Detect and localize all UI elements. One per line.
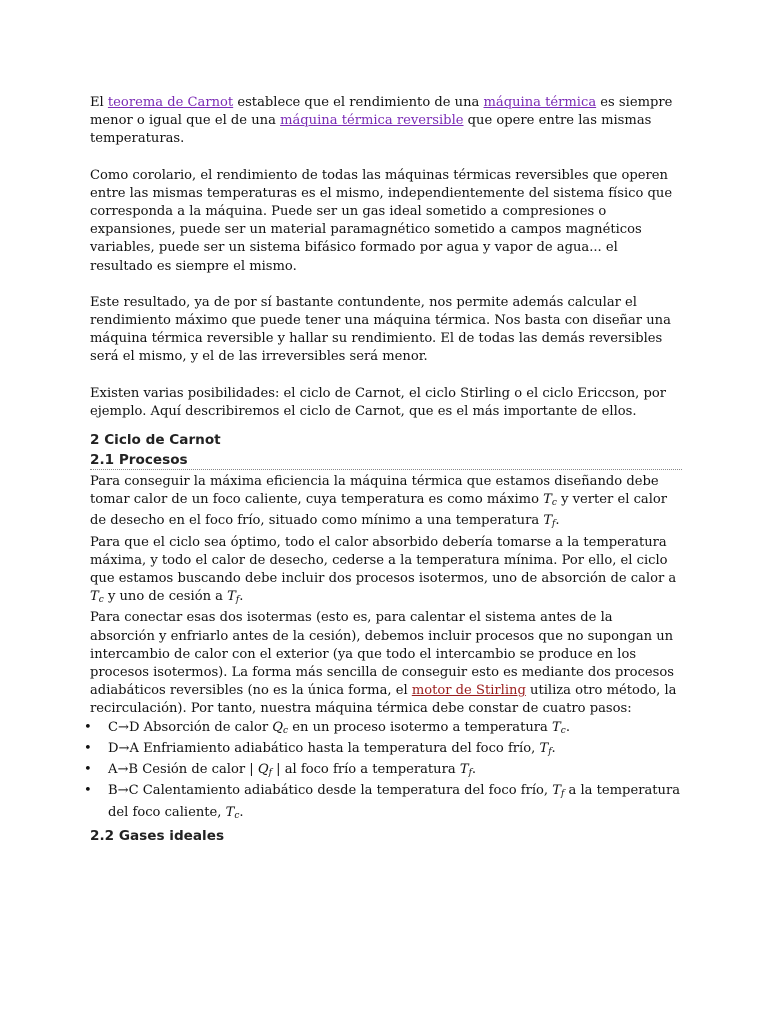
math-subscript: f — [561, 789, 565, 800]
text-span: a la temperatura del foco caliente, — [108, 783, 681, 820]
math-symbol: T — [543, 513, 553, 529]
text-span: utiliza otro método, la recirculación). Por tanto, nuestra máquina térmica debe constar de cuatro pasos: — [90, 683, 677, 717]
math-symbol: Q — [272, 719, 284, 735]
text-span: . — [239, 804, 244, 820]
text-span: Para conectar esas dos isotermas (esto es, para calentar el sistema antes de la absorción y enfriarlo antes de la cesión), debemos incluir procesos que no supongan un intercambio de calor con el exterior (ya que todo el intercambio se produce en los procesos isotermos). La forma más sencilla de conseguir esto es mediante dos procesos adiabáticos reversibles (no es la única forma, el — [90, 610, 674, 699]
math-subscript: f — [268, 768, 272, 779]
bullet-icon: • — [84, 719, 92, 735]
text-span: establece que el rendimiento de una — [233, 95, 484, 110]
text-span: . — [471, 762, 477, 778]
list-item — [84, 719, 680, 740]
math-subscript: c — [560, 725, 566, 736]
math-symbol: T — [227, 589, 236, 605]
text-span: . — [551, 740, 556, 756]
text-span: que opere entre las mismas temperaturas. — [90, 113, 652, 147]
list-item — [84, 740, 680, 761]
text-span: y uno de cesión a — [103, 589, 228, 605]
text-span: C→D Absorción de calor — [108, 719, 273, 735]
math-subscript: f — [235, 595, 240, 606]
text-span: Para que el ciclo sea óptimo, todo el calor absorbido debería tomarse a la temperatura máxima, y todo el calor de desecho, cederse a la temperatura mínima. Por ello, el ciclo que estamos buscando debe incluir dos procesos isotermos, uno de absorción de calor a — [90, 534, 677, 587]
subsection-heading-gases-ideales: 2.2 Gases ideales — [90, 827, 225, 844]
math-subscript: f — [468, 768, 472, 779]
text-span: | al foco frío a temperatura — [271, 762, 460, 778]
math-symbol: T — [90, 589, 99, 605]
math-symbol: T — [539, 740, 549, 756]
subsection-heading-procesos: 2.1 Procesos — [90, 452, 188, 469]
link-motor-de-stirling[interactable]: motor de Stirling — [411, 683, 526, 699]
text-span: en un proceso isotermo a temperatura — [288, 719, 553, 735]
intro-paragraph-2: Como corolario, el rendimiento de todas las máquinas térmicas reversibles que operen entre las mismas temperaturas es el mismo, independientemente del sistema físico que corresponda a la máquina. Puede ser un gas ideal sometido a compresiones o expansiones, puede ser un material paramagnético sometido a campos magnéticos variables, puede ser un sistema bifásico formado por agua y vapor de agua... el resultado es siempre el mismo. — [90, 167, 673, 274]
document-content — [84, 94, 681, 845]
bullet-icon: • — [84, 783, 92, 799]
link-maquina-termica[interactable]: máquina térmica — [483, 95, 597, 110]
text-span: . — [555, 513, 560, 529]
math-subscript: c — [283, 725, 289, 736]
procesos-paragraph-3 — [90, 609, 680, 718]
list-item — [84, 761, 680, 782]
text-span: . — [239, 589, 244, 605]
math-subscript: c — [551, 498, 557, 509]
math-subscript: f — [548, 746, 552, 757]
text-span: D→A Enfriamiento adiabático hasta la temperatura del foco frío, — [108, 740, 540, 756]
text-span: es siempre menor o igual que el de una — [90, 95, 673, 129]
intro-paragraph-4: Existen varias posibilidades: el ciclo de Carnot, el ciclo Stirling o el ciclo Ericcson, por ejemplo. Aquí describiremos el ciclo de Carnot, que es el más importante de ellos. — [90, 385, 666, 419]
bullet-icon: • — [84, 740, 92, 756]
text-span: A→B Cesión de calor | — [108, 762, 258, 778]
procesos-paragraph-1 — [90, 473, 680, 534]
intro-paragraph-1 — [90, 94, 680, 149]
math-symbol: T — [552, 719, 561, 735]
math-subscript: c — [98, 595, 104, 606]
text-span: B→C Calentamiento adiabático desde la temperatura del foco frío, — [108, 783, 553, 799]
math-symbol: T — [225, 804, 235, 820]
carnot-steps-list — [84, 719, 681, 825]
text-span: El — [90, 95, 108, 110]
dotted-divider — [90, 469, 682, 470]
link-maquina-termica-reversible[interactable]: máquina térmica reversible — [280, 113, 464, 129]
bullet-icon: • — [84, 762, 92, 778]
math-symbol: T — [552, 783, 561, 799]
text-span: Para conseguir la máxima eficiencia la máquina térmica que estamos diseñando debe tomar calor de un foco caliente, cuya temperatura es como máximo — [90, 474, 659, 508]
link-teorema-de-carnot[interactable]: teorema de Carnot — [107, 95, 234, 110]
text-span: y verter el calor de desecho en el foco frío, situado como mínimo a una temperatura — [90, 492, 668, 529]
list-item — [84, 782, 681, 824]
math-subscript: f — [552, 519, 556, 530]
math-subscript: c — [234, 810, 240, 821]
math-symbol: T — [543, 492, 552, 508]
intro-paragraph-3: Este resultado, ya de por sí bastante contundente, nos permite además calcular el rendimiento máximo que puede tener una máquina térmica. Nos basta con diseñar una máquina térmica reversible y hallar su rendimiento. El de todas las demás reversibles será el mismo, y el de las irreversibles será menor. — [90, 294, 671, 365]
text-span: . — [565, 719, 570, 735]
math-symbol: T — [459, 762, 469, 778]
section-heading-ciclo-de-carnot: 2 Ciclo de Carnot — [90, 432, 221, 449]
procesos-paragraph-2 — [90, 534, 680, 610]
math-symbol: Q — [257, 762, 269, 778]
